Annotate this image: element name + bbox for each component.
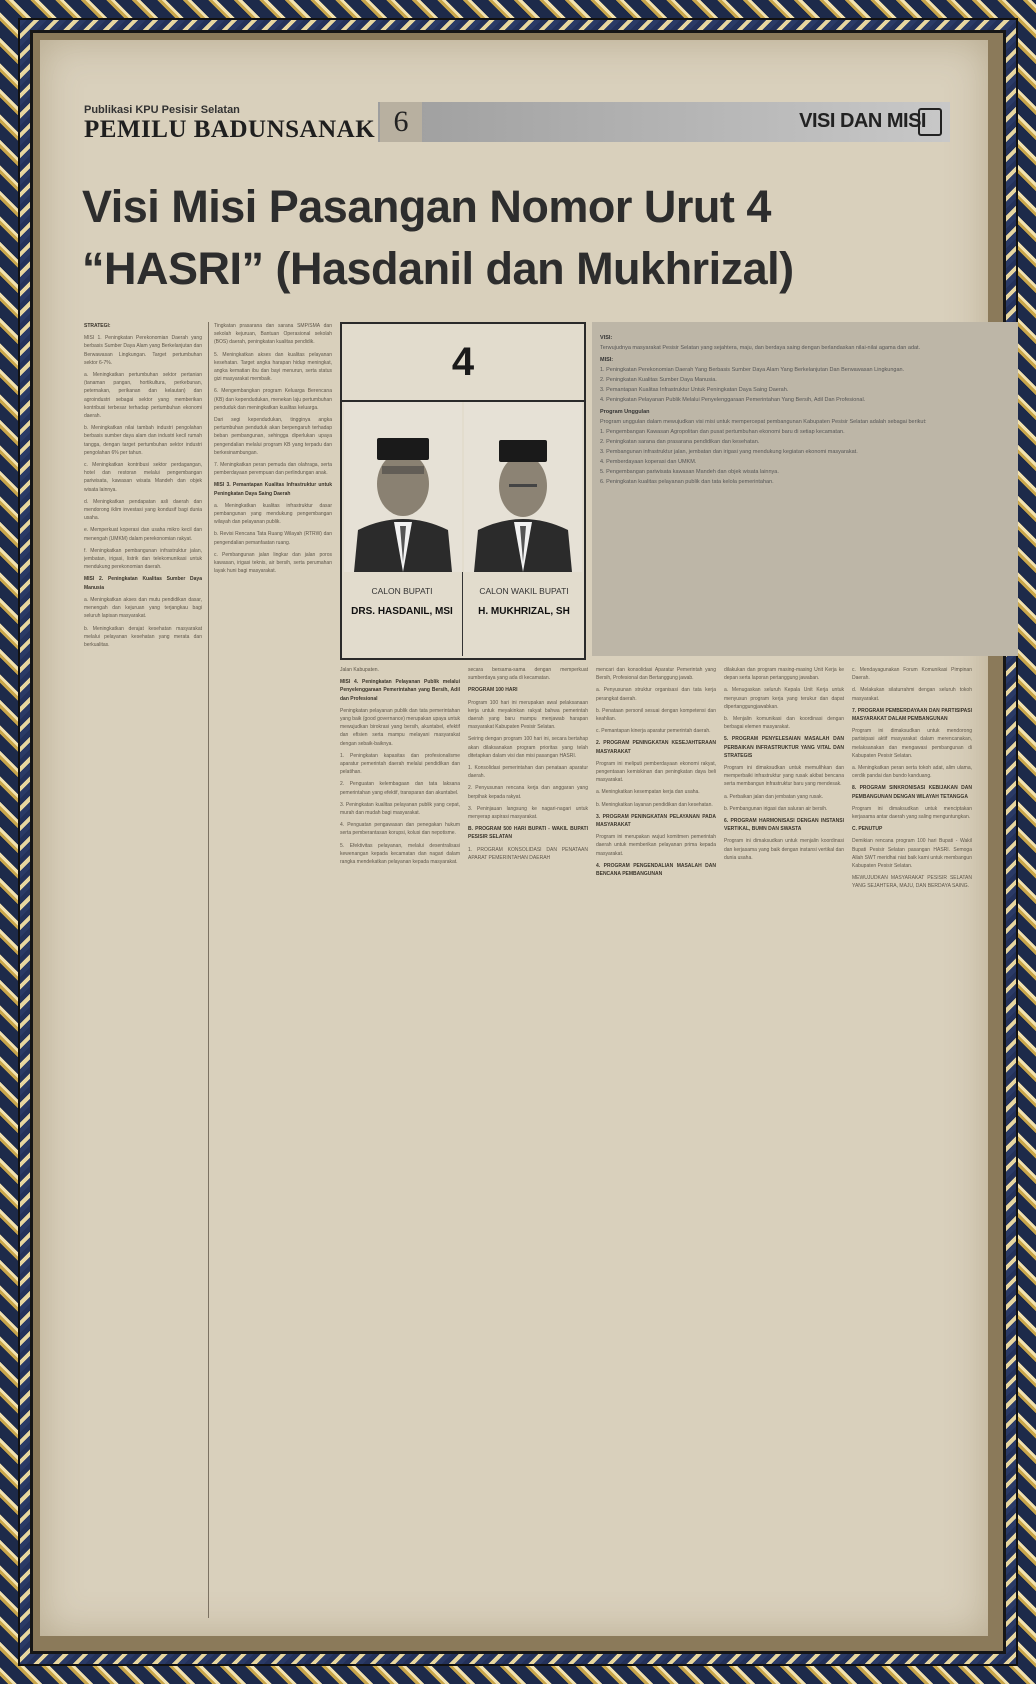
column-paragraph: Program ini meliputi pemberdayaan ekonomi rakyat, pengentasan kemiskinan dan peningkatan daya beli masyarakat. <box>596 760 716 784</box>
column-paragraph: 6. Mengembangkan program Keluarga Berencana (KB) dan kependudukan, menekan laju pertumbuhan penduduk dan meningkatkan kualitas keluarga. <box>214 388 332 411</box>
column-paragraph: Seiring dengan program 100 hari ini, secara bertahap akan dilaksanakan program prioritas yang telah ditetapkan dalam visi dan misi pasangan HASRI. <box>468 736 588 759</box>
list-item: 6. Peningkatan kualitas pelayanan publik dan tata kelola pemerintahan. <box>600 479 774 485</box>
column-paragraph: a. Meningkatkan peran serta tokoh adat, alim ulama, cerdik pandai dan bundo kanduang. <box>852 765 972 780</box>
headline-line-2: “HASRI” (Hasdanil dan Mukhrizal) <box>82 243 794 294</box>
program-list <box>600 428 1010 486</box>
column-subheading: MISI 4. Peningkatan Pelayanan Publik melalui Penyelenggaraan Pemerintahan yang Bersih, Adil dan Profesional <box>340 679 460 702</box>
right-candidate-role: CALON WAKIL BUPATI <box>479 586 569 596</box>
column-paragraph: d. Melakukan silaturrahmi dengan seluruh tokoh masyarakat. <box>852 687 972 702</box>
column-paragraph: f. Meningkatkan pembangunan infrastruktur jalan, jembatan, irigasi, listrik dan telekomunikasi untuk mendukung perekonomian daerah. <box>84 547 202 571</box>
column-subheading: MISI 3. Pemantapan Kualitas Infrastruktur untuk Peningkatan Daya Saing Daerah <box>214 482 332 497</box>
column-subheading: C. PENUTUP <box>852 826 883 833</box>
column-paragraph: c. Pembangunan jalan lingkar dan jalan poros kawasan, irigasi teknis, air bersih, serta perumahan layak huni bagi masyarakat. <box>214 551 332 575</box>
column-subheading: 5. PROGRAM PENYELESAIAN MASALAH DAN PERBAIKAN INFRASTRUKTUR YANG VITAL DAN STRATEGIS <box>724 736 844 759</box>
column-paragraph: Peningkatan pelayanan publik dan tata pemerintahan yang baik (good governance) merupakan upaya untuk mewujudkan birokrasi yang bersih, akuntabel, efektif dan efisien serta mampu melayani masyarakat dengan sebaik-baiknya. <box>340 707 460 747</box>
column-paragraph: 1. PROGRAM KONSOLIDASI DAN PENATAAN APARAT PEMERINTAHAN DAERAH <box>468 846 588 861</box>
list-item: 1. Pengembangan Kawasan Agropolitan dan pusat pertumbuhan ekonomi baru di setiap kecamatan. <box>600 429 845 435</box>
column-subheading: MISI 2. Peningkatan Kualitas Sumber Daya Manusia <box>84 576 202 591</box>
column-paragraph: 5. Efektivitas pelayanan, melalui desentralisasi kewenangan kepada kecamatan dan nagari dalam rangka mendekatkan pelayanan kepada masyarakat. <box>340 842 460 866</box>
column-subheading: 6. PROGRAM HARMONISASI DENGAN INSTANSI VERTIKAL, BUMN DAN SWASTA <box>724 818 844 833</box>
column-paragraph: dilakukan dan program masing-masing Unit Kerja ke depan serta laporan pertanggung jawaban. <box>724 667 844 682</box>
column-paragraph: Tingkatan prasarana dan sarana SMP/SMA dan sekolah kejuruan, Bantuan Operasional sekolah (BOS) daerah, peningkatan kualitas pendidik. <box>214 323 332 346</box>
column-paragraph: a. Menugaskan seluruh Kepala Unit Kerja untuk menyusun program kerja yang terukur dan dapat dipertanggungjawabkan. <box>724 687 844 710</box>
column-paragraph: 3. Peninjauan langsung ke nagari-nagari untuk menyerap aspirasi masyarakat. <box>468 805 588 821</box>
column-paragraph: 2. Penyusunan rencana kerja dan anggaran yang berpihak kepada rakyat. <box>468 785 588 800</box>
column-paragraph: MISI 1. Peningkatan Perekonomian Daerah yang berbasis Sumber Daya Alam yang Berkelanjutan dan Berwawasan Lingkungan. Target pertumbuhan sektor 6-7%. <box>84 335 202 366</box>
list-item: 3. Pemantapan Kualitas Infrastruktur Untuk Peningkatan Daya Saing Daerah. <box>600 387 789 393</box>
column-paragraph: b. Meningkatkan layanan pendidikan dan kesehatan. <box>596 801 713 808</box>
list-item: 2. Peningkatan Kualitas Sumber Daya Manusia. <box>600 377 717 383</box>
column-subheading: 7. PROGRAM PEMBERDAYAAN DAN PARTISIPASI MASYARAKAT DALAM PEMBANGUNAN <box>852 707 972 723</box>
right-candidate-name: H. MUKHRIZAL, SH <box>478 606 570 617</box>
column-paragraph: Program 100 hari ini merupakan awal pelaksanaan kerja untuk meyakinkan rakyat bahwa pemerintah daerah yang baru mampu menjawab harapan masyarakat Kabupaten Pesisir Selatan. <box>468 699 588 731</box>
article-column-5 <box>596 666 716 1618</box>
list-item: 4. Pemberdayaan koperasi dan UMKM. <box>600 459 697 465</box>
program-heading: Program Unggulan <box>600 409 650 415</box>
headline-line-1: Visi Misi Pasangan Nomor Urut 4 <box>82 181 771 232</box>
column-paragraph: b. Meningkatkan nilai tambah industri pengolahan berbasis sumber daya alam dan industri kecil rumah tangga, dengan target pertumbuhan sektor industri pengolahan 6% per tahun. <box>84 425 202 456</box>
left-candidate-role: CALON BUPATI <box>371 586 433 596</box>
newspaper-page <box>40 40 988 1636</box>
list-item: 3. Pembangunan infrastruktur jalan, jembatan dan irigasi yang mendukung kegiatan ekonomi masyarakat. <box>600 449 858 455</box>
column-paragraph: mencari dan konsolidasi Aparatur Pemerintah yang Bersih, Profesional dan Bertanggung jawab. <box>596 667 716 682</box>
column-paragraph: 1. Konsolidasi pemerintahan dan penataan aparatur daerah. <box>468 765 588 780</box>
visi-misi-box <box>592 322 1018 656</box>
article-column-6 <box>724 666 844 1618</box>
column-paragraph: 7. Meningkatkan peran pemuda dan olahraga, serta pemberdayaan perempuan dan perlindungan anak. <box>214 462 332 477</box>
column-paragraph: c. Mendayagunakan Forum Komunikasi Pimpinan Daerah. <box>852 667 972 682</box>
column-paragraph: a. Perbaikan jalan dan jembatan yang rusak. <box>724 793 823 800</box>
list-item: 5. Pengembangan pariwisata kawasan Mandeh dan objek wisata lainnya. <box>600 469 779 475</box>
column-paragraph: 1. Peningkatan kapasitas dan profesionalisme aparatur pemerintah daerah melalui pendidikan dan pelatihan. <box>340 752 460 776</box>
column-paragraph: e. Memperkuat koperasi dan usaha mikro kecil dan menengah (UMKM) dalam perekonomian rakyat. <box>84 527 202 542</box>
article-column-2 <box>214 322 332 1618</box>
column-paragraph: a. Meningkatkan pertumbuhan sektor pertanian (tanaman pangan, hortikultura, perkebunan, peternakan, perikanan dan kelautan) dan agroindustri sebagai sektor yang memberikan kontribusi terbesar terhadap pertumbuhan ekonomi daerah. <box>84 372 202 420</box>
column-paragraph: c. Meningkatkan kontribusi sektor perdagangan, hotel dan restoran melalui pengembangan pariwisata, kawasan wisata Mandeh dan objek wisata lainnya. <box>84 462 202 493</box>
column-paragraph: Program ini dimaksudkan untuk menjalin koordinasi dan kerjasama yang baik dengan instansi vertikal dan dunia usaha. <box>724 838 844 861</box>
column-paragraph: Program ini dimaksudkan untuk mendorong partisipasi aktif masyarakat dalam merencanakan, melaksanakan dan mengawasi pembangunan di Kabupaten Pesisir Selatan. <box>852 728 972 759</box>
publisher-line: Publikasi KPU Pesisir Selatan <box>84 104 240 116</box>
column-paragraph: 4. Penguatan pengawasan dan penegakan hukum serta pemberantasan korupsi, kolusi dan nepotisme. <box>340 822 460 837</box>
column-subheading: 4. PROGRAM PENGENDALIAN MASALAH DAN BENCANA PEMBANGUNAN <box>596 862 716 878</box>
column-subheading: B. PROGRAM 500 HARI BUPATI - WAKIL BUPATI PESISIR SELATAN <box>468 826 588 841</box>
column-paragraph: b. Pembangunan irigasi dan saluran air bersih. <box>724 805 828 812</box>
portrait-icon <box>464 402 582 572</box>
article-column-4 <box>468 666 588 1618</box>
column-paragraph: b. Meningkatkan derajat kesehatan masyarakat melalui pelayanan kesehatan yang merata dan berkualitas. <box>84 625 202 648</box>
column-paragraph: Jalan Kabupaten. <box>340 667 379 673</box>
column-paragraph: Program ini merupakan wujud komitmen pemerintah daerah untuk memberikan pelayanan prima kepada masyarakat. <box>596 834 716 857</box>
column-subheading: STRATEGI: <box>84 323 111 329</box>
article-column-3 <box>340 666 460 1618</box>
column-paragraph: Program ini dimaksudkan untuk menciptakan kerjasama antar daerah yang saling menguntungkan. <box>852 805 972 821</box>
section-label: VISI DAN MISI <box>799 110 926 132</box>
column-paragraph: d. Meningkatkan pendapatan asli daerah dan mendorong iklim investasi yang kondusif bagi dunia usaha. <box>84 498 202 522</box>
misi-list <box>600 366 1010 404</box>
column-paragraph: 2. Penguatan kelembagaan dan tata laksana pemerintahan yang efektif, transparan dan akuntabel. <box>340 781 460 796</box>
column-paragraph: Demikian rencana program 100 hari Bupati - Wakil Bupati Pesisir Selatan pasangan HASRI. Semoga Allah SWT meridhai niat baik kami untuk membangun Kabupaten Pesisir Selatan. <box>852 838 972 870</box>
column-paragraph: a. Meningkatkan kesempatan kerja dan usaha. <box>596 789 700 796</box>
column-paragraph: a. Meningkatkan kualitas infrastruktur dasar pembangunan yang mendukung pengembangan wilayah dan pelayanan publik. <box>214 502 332 526</box>
visi-text: Terwujudnya masyarakat Pesisir Selatan yang sejahtera, maju, dan berdaya saing dengan berlandaskan nilai-nilai agama dan adat. <box>600 345 921 351</box>
column-paragraph: b. Penataan personil sesuai dengan kompetensi dan keahlian. <box>596 707 716 723</box>
article-column-1 <box>84 322 202 1618</box>
column-rule <box>208 322 209 1618</box>
masthead: PEMILU BADUNSANAK <box>84 116 376 143</box>
candidate-number: 4 <box>342 324 584 402</box>
column-subheading: 3. PROGRAM PENINGKATAN PELAYANAN PADA MASYARAKAT <box>596 813 716 829</box>
headline <box>82 176 794 300</box>
program-text: Program unggulan dalam mewujudkan visi misi untuk mempercepat pembangunan Kabupaten Pesisir Selatan adalah sebagai berikut: <box>600 419 927 425</box>
photo-candidate-wakil-bupati <box>464 402 582 572</box>
list-item: 1. Peningkatan Perekonomian Daerah Yang Berbasis Sumber Daya Alam Yang Berkelanjutan Dan Berwawasan Lingkungan. <box>600 367 905 373</box>
kpu-logo-icon <box>918 108 942 136</box>
photo-candidate-bupati <box>344 402 462 572</box>
visi-heading: VISI: <box>600 335 613 341</box>
left-candidate-name: DRS. HASDANIL, MSI <box>351 606 453 617</box>
column-paragraph: secara bersama-sama dengan memperkuat sumberdaya yang ada di kecamatan. <box>468 667 588 682</box>
column-subheading: 2. PROGRAM PENINGKATAN KESEJAHTERAAN MASYARAKAT <box>596 740 716 755</box>
column-paragraph: b. Revisi Rencana Tata Ruang Wilayah (RTRW) dan pengendalian pemanfaatan ruang. <box>214 531 332 546</box>
column-paragraph: Program ini dimaksudkan untuk memulihkan dan memperbaiki infrastruktur yang rusak akibat bencana serta membangun infrastruktur baru yang mendesak. <box>724 765 844 788</box>
column-paragraph: a. Penyusunan struktur organisasi dan tata kerja perangkat daerah. <box>596 687 716 702</box>
misi-heading: MISI: <box>600 357 614 363</box>
page-number: 6 <box>380 102 422 142</box>
column-paragraph: c. Pemantapan kinerja aparatur pemerintah daerah. <box>596 728 711 735</box>
article-column-7 <box>852 666 972 1618</box>
column-paragraph: Dari segi kependudukan, tingginya angka pertumbuhan penduduk akan berpengaruh terhadap beban pembangunan, sehingga diperlukan upaya pengendalian melalui program KB yang terpadu dan berkesinambungan. <box>214 417 332 456</box>
caption-divider <box>462 572 463 656</box>
column-paragraph: 5. Meningkatkan akses dan kualitas pelayanan kesehatan. Target angka harapan hidup meningkat, angka kematian ibu dan bayi menurun, serta status gizi masyarakat membaik. <box>214 351 332 383</box>
column-subheading: 8. PROGRAM SINKRONISASI KEBIJAKAN DAN PEMBANGUNAN DENGAN WILAYAH TETANGGA <box>852 785 972 800</box>
column-subheading: PROGRAM 100 HARI <box>468 687 518 694</box>
column-paragraph: MEWUJUDKAN MASYARAKAT PESISIR SELATAN YANG SEJAHTERA, MAJU, DAN BERDAYA SAING. <box>852 875 972 890</box>
column-paragraph: b. Menjalin komunikasi dan koordinasi dengan berbagai elemen masyarakat. <box>724 716 844 731</box>
column-paragraph: a. Meningkatkan akses dan mutu pendidikan dasar, menengah dan kejuruan yang terjangkau bagi seluruh lapisan masyarakat. <box>84 596 202 620</box>
column-paragraph: 3. Peningkatan kualitas pelayanan publik yang cepat, murah dan mudah bagi masyarakat. <box>340 801 460 817</box>
candidate-photo-box <box>340 322 586 660</box>
list-item: 4. Peningkatan Pelayanan Publik Melalui Penyelenggaraan Pemerintahan Yang Bersih, Adil Dan Profesional. <box>600 397 866 403</box>
portrait-icon <box>344 402 462 572</box>
list-item: 2. Peningkatan sarana dan prasarana pendidikan dan kesehatan. <box>600 439 760 445</box>
